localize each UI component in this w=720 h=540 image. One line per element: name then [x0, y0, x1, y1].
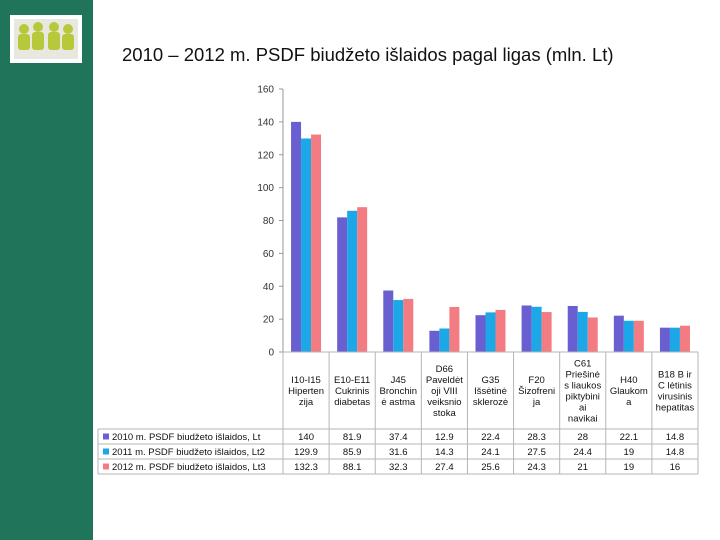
legend-swatch-3	[103, 464, 109, 470]
bar-2-8	[624, 321, 634, 352]
x-tick-label: a	[626, 397, 632, 408]
y-tick-label: 160	[257, 84, 274, 96]
legend-entry: 2012 m. PSDF biudžeto išlaidos, Lt3	[112, 462, 266, 473]
x-tick-label: ja	[532, 397, 541, 408]
data-label: 140	[298, 432, 314, 443]
data-label: 88.1	[342, 462, 362, 473]
data-label: 12.9	[435, 432, 454, 443]
bar-2-7	[578, 312, 588, 352]
data-label: 27.5	[527, 447, 546, 458]
data-label: 14.8	[665, 432, 685, 443]
x-tick-label: hepatitas	[655, 402, 695, 414]
bar-3-4	[449, 307, 459, 352]
bar-3-7	[588, 317, 598, 352]
bar-2-4	[439, 328, 449, 352]
bar-2-3	[393, 300, 403, 352]
legend-swatch-1	[103, 434, 109, 440]
bar-3-3	[403, 299, 413, 352]
x-tick-label: B18 B ir	[658, 369, 692, 381]
data-label: 132.3	[294, 462, 318, 473]
bar-3-8	[634, 321, 644, 352]
slide-title: 2010 – 2012 m. PSDF biudžeto išlaidos pagal ligas (mln. Lt)	[122, 44, 614, 65]
bar-3-2	[357, 207, 367, 352]
x-tick-label: Šizofreni	[518, 386, 556, 397]
bar-3-5	[496, 310, 506, 352]
x-tick-label: E10-E11	[334, 375, 371, 386]
data-label: 27.4	[435, 462, 454, 473]
data-label: 25.6	[481, 462, 500, 473]
y-tick-label: 140	[257, 117, 274, 129]
data-label: 24.4	[573, 447, 592, 458]
x-tick-label: stoka	[433, 408, 456, 419]
data-label: 19	[623, 447, 635, 458]
bar-1-7	[568, 306, 578, 352]
bar-1-9	[660, 328, 670, 352]
data-label: 16	[669, 462, 681, 473]
x-tick-label: navikai	[567, 413, 598, 425]
x-tick-label: Išsėtinė	[474, 386, 507, 397]
x-tick-label: Hiperten	[288, 386, 325, 397]
y-tick-label: 0	[268, 347, 274, 359]
x-tick-label: oji VIII	[431, 386, 458, 397]
y-tick-label: 40	[262, 281, 274, 293]
data-label: 31.6	[389, 447, 408, 458]
legend-entry: 2010 m. PSDF biudžeto išlaidos, Lt	[112, 432, 261, 443]
data-label: 37.4	[389, 432, 408, 443]
bar-2-5	[486, 312, 496, 352]
bar-1-5	[476, 315, 486, 352]
x-tick-label: Priešinė	[565, 369, 600, 381]
bar-3-6	[542, 312, 552, 352]
x-tick-label: Glaukom	[609, 386, 648, 397]
data-label: 24.1	[481, 447, 500, 458]
legend-swatch-2	[103, 449, 109, 455]
bar-2-9	[670, 328, 680, 352]
data-label: 81.9	[342, 432, 362, 443]
bar-1-4	[429, 331, 439, 352]
data-label: 32.3	[389, 462, 408, 473]
x-tick-label: veiksnio	[427, 397, 462, 408]
x-tick-label: C lėtinis	[658, 380, 692, 392]
x-tick-label: Bronchin	[379, 386, 418, 397]
data-label: 14.3	[435, 447, 454, 458]
bar-3-9	[680, 326, 690, 352]
x-tick-label: virusinis	[657, 391, 693, 403]
x-tick-label: D66	[435, 364, 454, 375]
data-label: 129.9	[294, 447, 318, 458]
bar-1-2	[337, 217, 347, 352]
x-tick-label: G35	[481, 375, 500, 386]
x-tick-label: sklerozė	[472, 397, 509, 408]
bar-2-6	[532, 307, 542, 352]
x-tick-label: ai	[579, 402, 587, 414]
bar-3-1	[311, 135, 321, 352]
y-tick-label: 100	[257, 183, 274, 195]
x-tick-label: I10-I15	[291, 375, 321, 386]
x-tick-label: J45	[390, 375, 406, 386]
y-tick-label: 20	[262, 314, 274, 326]
data-label: 24.3	[527, 462, 546, 473]
bar-1-6	[522, 305, 532, 352]
x-tick-label: C61	[574, 358, 592, 370]
bar-2-1	[301, 138, 311, 352]
data-label: 22.1	[619, 432, 639, 443]
y-tick-label: 80	[262, 216, 274, 227]
data-label: 85.9	[342, 447, 362, 458]
x-tick-label: piktybini	[565, 391, 600, 403]
data-label: 22.4	[481, 432, 500, 443]
x-tick-label: diabetas	[334, 397, 371, 408]
bar-2-2	[347, 211, 357, 352]
bar-1-8	[614, 316, 624, 352]
data-label: 21	[577, 462, 589, 473]
x-tick-label: F20	[528, 375, 545, 386]
data-label: 28.3	[527, 432, 546, 443]
x-tick-label: Cukrinis	[335, 386, 370, 397]
y-tick-label: 120	[257, 150, 274, 162]
bar-1-1	[291, 122, 301, 352]
data-label: 14.8	[665, 447, 685, 458]
x-tick-label: zija	[298, 397, 314, 408]
x-tick-label: Paveldėt	[425, 375, 463, 386]
x-tick-label: H40	[620, 375, 638, 386]
data-label: 28	[577, 432, 589, 443]
data-label: 19	[623, 462, 635, 473]
legend-entry: 2011 m. PSDF biudžeto išlaidos, Lt2	[112, 447, 265, 458]
x-tick-label: s liaukos	[564, 380, 602, 392]
x-tick-label: ė astma	[381, 397, 416, 408]
bar-1-3	[383, 291, 393, 352]
y-tick-label: 60	[262, 248, 274, 260]
